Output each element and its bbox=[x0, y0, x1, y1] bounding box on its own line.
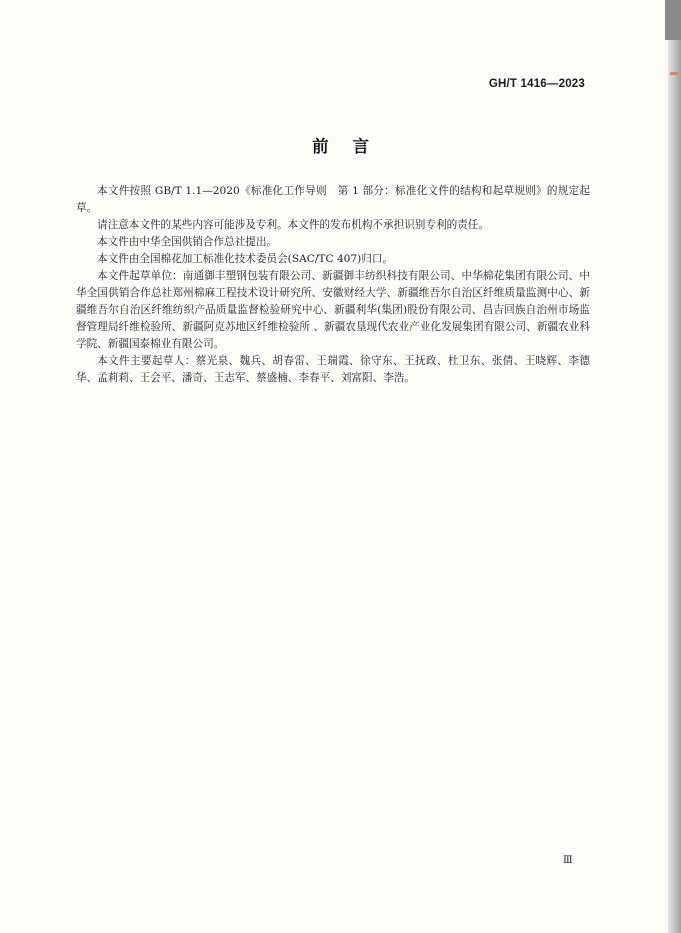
page-number: Ⅲ bbox=[563, 855, 573, 866]
section-title: 前言 bbox=[312, 137, 393, 156]
scan-corner-mark bbox=[670, 72, 678, 75]
paragraph-main-drafters: 本文件主要起草人：蔡光泉、魏兵、胡春雷、王瑞霞、徐守东、王抚政、杜卫东、张倩、王晓辉、李德华、孟莉莉、王会平、潘奇、王志军、蔡盛楠、李春平、刘富阳、李浩。 bbox=[76, 355, 590, 384]
paragraph-drafting-rules: 本文件按照 GB/T 1.1—2020《标准化工作导则 第 1 部分：标准化文件的结构和起草规则》的规定起草。 bbox=[76, 185, 590, 214]
document-code: GH/T 1416—2023 bbox=[488, 78, 585, 90]
foreword-body bbox=[76, 183, 590, 387]
scan-edge-top-shadow bbox=[665, 0, 681, 40]
paragraph-technical-committee: 本文件由全国棉花加工标准化技术委员会(SAC/TC 407)归口。 bbox=[97, 253, 394, 265]
paragraph-drafting-organizations: 本文件起草单位：南通御丰塑钢包装有限公司、新疆御丰纺织科技有限公司、中华棉花集团有限公司、中华全国供销合作总社郑州棉麻工程技术设计研究所、安徽财经大学、新疆维吾尔自治区纤维质量监测中心、新疆维吾尔自治区纤维纺织产品质量监督检验研究中心、新疆利华(集团)股份有限公司、昌吉回族自治州市场监督管理局纤维检验所、新疆阿克苏地区纤维检验所 、新疆农垦现代农业产业化发展集团有限公司、新疆农业科学院、新疆国泰棉业有限公司。 bbox=[76, 270, 590, 350]
paragraph-proposed-by: 本文件由中华全国供销合作总社提出。 bbox=[97, 236, 278, 248]
paragraph-patent-notice: 请注意本文件的某些内容可能涉及专利。本文件的发布机构不承担识别专利的责任。 bbox=[97, 219, 489, 231]
